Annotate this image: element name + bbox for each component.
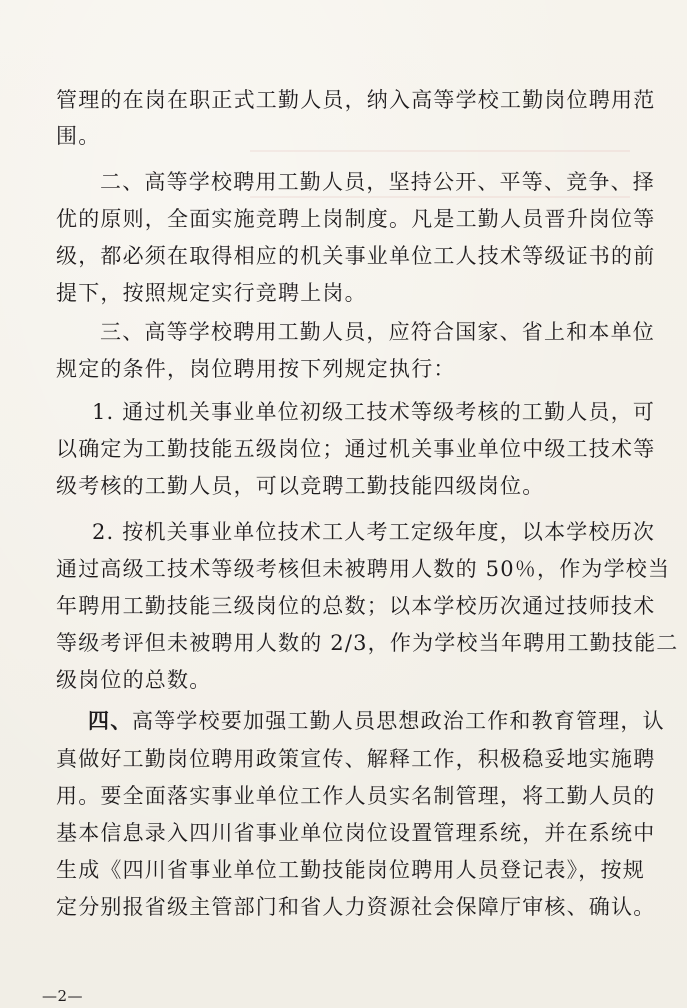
paragraph-line: 规定的条件，岗位聘用按下列规定执行： [56, 357, 456, 381]
paragraph-line: 通过高级工技术等级考核但未被聘用人数的 50％，作为学校当 [56, 557, 671, 581]
paragraph-line: 提下，按照规定实行竞聘上岗。 [56, 281, 367, 305]
section-heading-number [88, 709, 136, 733]
paragraph-line: 围。 [56, 124, 101, 148]
paragraph-line: 2. 按机关事业单位技术工人考工定级年度，以本学校历次 [92, 520, 656, 544]
paragraph-line: 生成《四川省事业单位工勤技能岗位聘用人员登记表》，按规 [56, 858, 645, 882]
paragraph-line: 基本信息录入四川省事业单位岗位设置管理系统，并在系统中 [56, 821, 656, 845]
paragraph-line: 二、高等学校聘用工勤人员，坚持公开、平等、竞争、择 [100, 170, 655, 194]
paragraph-line: 三、高等学校聘用工勤人员，应符合国家、省上和本单位 [100, 320, 655, 344]
paragraph-line: 真做好工勤岗位聘用政策宣传、解释工作，积极稳妥地实施聘 [56, 747, 656, 771]
paragraph-line: 高等学校要加强工勤人员思想政治工作和教育管理，认 [132, 709, 665, 733]
paragraph-line: 级，都必须在取得相应的机关事业单位工人技术等级证书的前 [56, 244, 656, 268]
bleed-through-rule [250, 196, 630, 198]
paragraph-line: 用。要全面落实事业单位工作人员实名制管理，将工勤人员的 [56, 784, 656, 808]
paragraph-line: 以确定为工勤技能五级岗位；通过机关事业单位中级工技术等 [56, 437, 656, 461]
page-number: —2— [42, 987, 84, 1005]
paragraph-line: 级考核的工勤人员，可以竞聘工勤技能四级岗位。 [56, 474, 545, 498]
paragraph-line: 级岗位的总数。 [56, 668, 212, 692]
section-number: 四、 [88, 708, 133, 733]
bleed-through-rule [250, 150, 630, 152]
paragraph-line: 管理的在岗在职正式工勤人员，纳入高等学校工勤岗位聘用范 [56, 88, 656, 112]
paragraph-line: 等级考评但未被聘用人数的 2/3，作为学校当年聘用工勤技能二 [56, 631, 679, 655]
paragraph-line: 定分别报省级主管部门和省人力资源社会保障厅审核、确认。 [56, 895, 656, 919]
paragraph-line: 1. 通过机关事业单位初级工技术等级考核的工勤人员，可 [92, 400, 656, 424]
paragraph-line: 年聘用工勤技能三级岗位的总数；以本学校历次通过技师技术 [56, 594, 656, 618]
paragraph-line: 优的原则，全面实施竞聘上岗制度。凡是工勤人员晋升岗位等 [56, 207, 656, 231]
